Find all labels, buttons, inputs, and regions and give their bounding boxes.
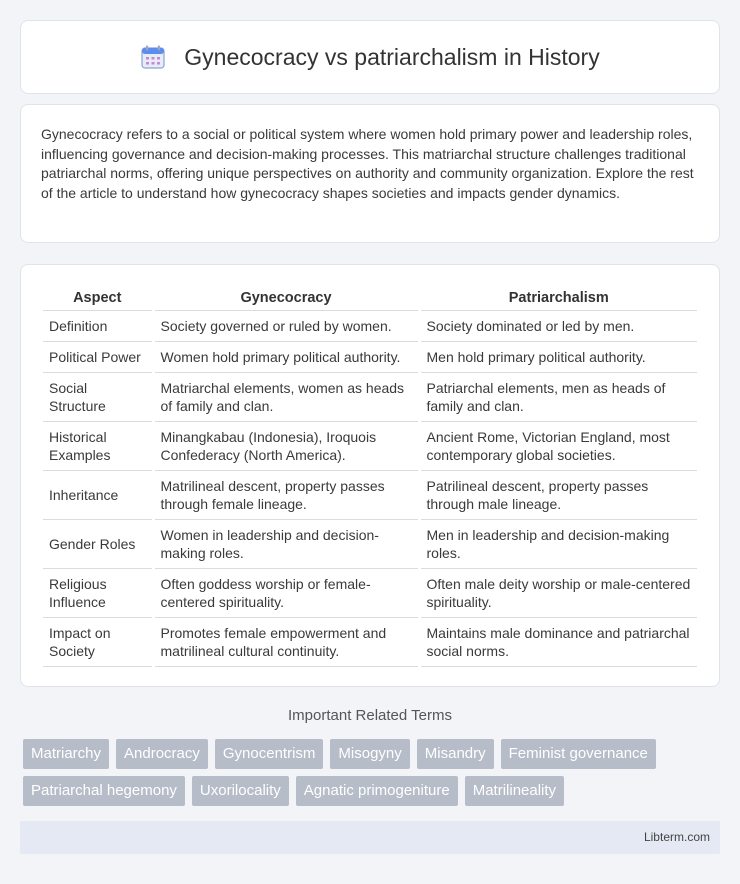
aspect-cell: Religious Influence (43, 569, 153, 618)
table-row (43, 422, 697, 471)
related-term-tag[interactable]: Patriarchal hegemony (23, 776, 185, 806)
aspect-cell: Impact on Society (43, 618, 153, 667)
table-row (43, 520, 697, 569)
gynecocracy-cell: Matrilineal descent, property passes through female lineage. (153, 471, 419, 520)
patriarchalism-cell: Maintains male dominance and patriarchal social norms. (419, 618, 697, 667)
related-term-tag[interactable]: Agnatic primogeniture (296, 776, 458, 806)
table-header-row (43, 285, 697, 311)
gynecocracy-cell: Women in leadership and decision-making roles. (153, 520, 419, 569)
gynecocracy-cell: Minangkabau (Indonesia), Iroquois Confederacy (North America). (153, 422, 419, 471)
gynecocracy-cell: Matriarchal elements, women as heads of family and clan. (153, 373, 419, 422)
table-row (43, 311, 697, 342)
page-title: Gynecocracy vs patriarchalism in History (184, 43, 600, 70)
table-row (43, 618, 697, 667)
gynecocracy-cell: Often goddess worship or female-centered spirituality. (153, 569, 419, 618)
intro-paragraph: Gynecocracy refers to a social or political system where women hold primary power and leadership roles, influencing governance and decision-making processes. This matriarchal structure challenges traditional patriarchal norms, offering unique perspectives on authority and community organization. Explore the rest of the article to understand how gynecocracy shapes societies and impacts gender dynamics. (41, 126, 694, 201)
related-terms-title: Important Related Terms (288, 707, 452, 724)
gynecocracy-cell: Women hold primary political authority. (153, 342, 419, 373)
header-gynecocracy: Gynecocracy (153, 285, 419, 311)
header-aspect: Aspect (43, 285, 153, 311)
gynecocracy-cell: Society governed or ruled by women. (153, 311, 419, 342)
aspect-cell: Social Structure (43, 373, 153, 422)
related-term-tag[interactable]: Uxorilocality (192, 776, 289, 806)
patriarchalism-cell: Men hold primary political authority. (419, 342, 697, 373)
related-term-tag[interactable]: Gynocentrism (215, 739, 324, 769)
aspect-cell: Historical Examples (43, 422, 153, 471)
aspect-cell: Inheritance (43, 471, 153, 520)
header-patriarchalism: Patriarchalism (419, 285, 697, 311)
related-term-tag[interactable]: Androcracy (116, 739, 208, 769)
table-row (43, 342, 697, 373)
footer-site-link[interactable]: Libterm.com (643, 830, 710, 844)
patriarchalism-cell: Often male deity worship or male-centered spirituality. (419, 569, 697, 618)
related-terms-list (23, 739, 723, 806)
title-wrap (140, 44, 599, 71)
gynecocracy-cell: Promotes female empowerment and matrilineal cultural continuity. (153, 618, 419, 667)
patriarchalism-cell: Patrilineal descent, property passes through male lineage. (419, 471, 697, 520)
patriarchalism-cell: Society dominated or led by men. (419, 311, 697, 342)
footer (20, 821, 720, 854)
patriarchalism-cell: Patriarchal elements, men as heads of family and clan. (419, 373, 697, 422)
comparison-table (43, 285, 697, 667)
aspect-cell: Definition (43, 311, 153, 342)
related-term-tag[interactable]: Misogyny (330, 739, 409, 769)
related-term-tag[interactable]: Matriarchy (23, 739, 109, 769)
related-term-tag[interactable]: Matrilineality (465, 776, 564, 806)
aspect-cell: Political Power (43, 342, 153, 373)
aspect-cell: Gender Roles (43, 520, 153, 569)
patriarchalism-cell: Ancient Rome, Victorian England, most contemporary global societies. (419, 422, 697, 471)
calendar-icon (140, 44, 166, 70)
table-row (43, 471, 697, 520)
related-term-tag[interactable]: Misandry (417, 739, 494, 769)
related-term-tag[interactable]: Feminist governance (501, 739, 656, 769)
table-row (43, 373, 697, 422)
patriarchalism-cell: Men in leadership and decision-making roles. (419, 520, 697, 569)
intro-card (20, 104, 720, 243)
comparison-table-card (20, 264, 720, 687)
header-card (20, 20, 720, 94)
table-row (43, 569, 697, 618)
